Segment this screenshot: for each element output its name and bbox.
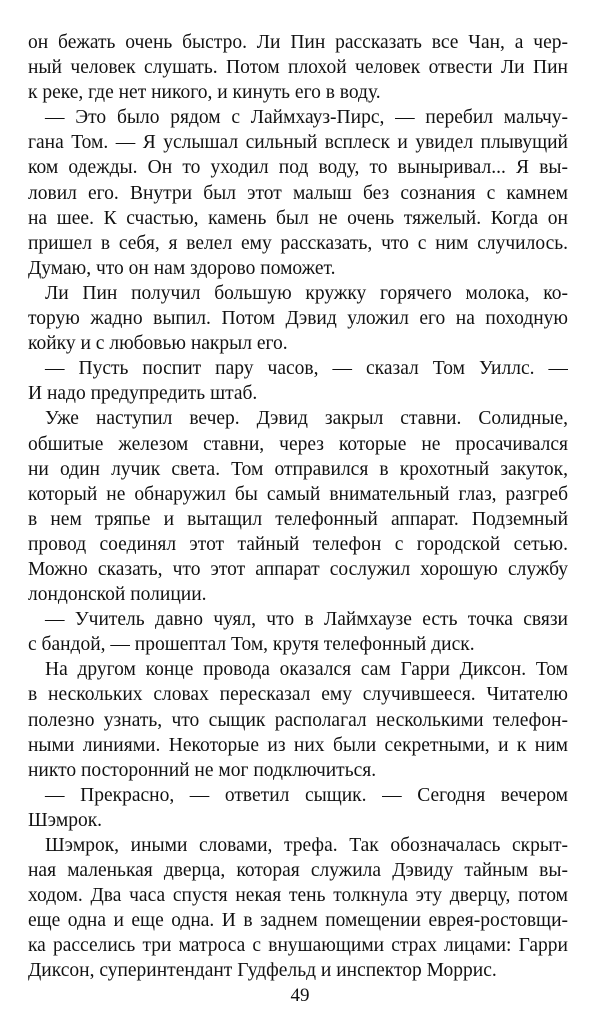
text-line: — Это было рядом с Лаймхауз-Пирс, — перебил мальчу- (45, 107, 568, 129)
text-line: провод соединял этот тайный телефон с городской сетью. (28, 533, 568, 555)
text-line: Уже наступил вечер. Дэвид закрыл ставни. Солидные, (45, 408, 568, 430)
text-line: ни один лучик света. Том отправился в крохотный закуток, (28, 458, 568, 480)
paragraph (28, 783, 568, 833)
text-line: На другом конце провода оказался сам Гарри Диксон. Том (45, 659, 568, 681)
text-line: ная маленькая дверца, которая служила Дэвиду тайным вы- (28, 860, 568, 882)
text-line: никто посторонний не мог подключиться. (28, 759, 377, 781)
paragraph (28, 105, 568, 281)
text-line: обшитые железом ставни, через которые не просачивался (28, 433, 568, 455)
page-body (28, 30, 568, 984)
text-line: в нем тряпье и вытащил телефонный аппарат. Подземный (28, 508, 568, 530)
text-line: на шее. К счастью, камень был не очень тяжелый. Когда он (28, 207, 568, 229)
text-line: Думаю, что он нам здорово поможет. (28, 257, 336, 279)
paragraph (28, 833, 568, 984)
text-line: Диксон, суперинтендант Гудфельд и инспектор Моррис. (28, 960, 497, 982)
text-line: лондонской полиции. (28, 584, 207, 606)
text-line: еще одна и еще одна. И в заднем помещении еврея-ростовщи- (28, 910, 568, 932)
paragraph (28, 30, 568, 105)
text-line: гана Том. — Я услышал сильный всплеск и увидел плывущий (28, 132, 568, 154)
text-line: полезно узнать, что сыщик располагал несколькими телефон- (28, 709, 568, 731)
paragraph (28, 657, 568, 782)
text-line: ными линиями. Некоторые из них были секретными, и к ним (28, 734, 568, 756)
text-line: торую жадно выпил. Потом Дэвид уложил его на походную (28, 308, 568, 330)
text-line: — Пусть поспит пару часов, — сказал Том Уиллс. — (45, 358, 568, 380)
text-line: Шэмрок. (28, 809, 103, 831)
text-line: ходом. Два часа спустя некая тень толкнула эту дверцу, потом (28, 885, 568, 907)
text-line: ный человек слушать. Потом плохой человек отвести Ли Пин (28, 57, 568, 79)
paragraph (28, 607, 568, 657)
text-line: Ли Пин получил большую кружку горячего молока, ко- (45, 282, 568, 304)
text-line: Шэмрок, иными словами, трефа. Так обозначалась скрыт- (45, 835, 568, 856)
text-line: пришел в себя, я велел ему рассказать, что с ним случилось. (28, 232, 568, 254)
paragraph (28, 356, 568, 406)
paragraph (28, 406, 568, 607)
text-line: ка расселись три матроса с внушающими страх лицами: Гарри (28, 935, 568, 957)
text-line: Можно сказать, что этот аппарат сослужил хорошую службу (28, 558, 568, 580)
page-number: 49 (290, 985, 310, 1006)
text-line: — Прекрасно, — ответил сыщик. — Сегодня вечером (45, 784, 568, 806)
text-line: который не обнаружил бы самый внимательный глаз, разгреб (28, 483, 568, 505)
text-line: с бандой, — прошептал Том, крутя телефонный диск. (28, 634, 475, 656)
text-line: — Учитель давно чуял, что в Лаймхаузе есть точка связи (45, 609, 568, 631)
text-line: И надо предупредить штаб. (28, 383, 258, 405)
text-line: ловил его. Внутри был этот малыш без сознания с камнем (28, 182, 568, 204)
paragraph (28, 281, 568, 356)
text-line: он бежать очень быстро. Ли Пин рассказать все Чан, а чер- (28, 32, 568, 53)
text-line: ком одежды. Он то уходил под воду, то выныривал... Я вы- (28, 157, 568, 179)
text-line: койку и с любовью накрыл его. (28, 333, 288, 355)
text-line: к реке, где нет никого, и кинуть его в воду. (28, 82, 381, 104)
text-line: в нескольких словах пересказал ему случившееся. Читателю (28, 684, 568, 706)
